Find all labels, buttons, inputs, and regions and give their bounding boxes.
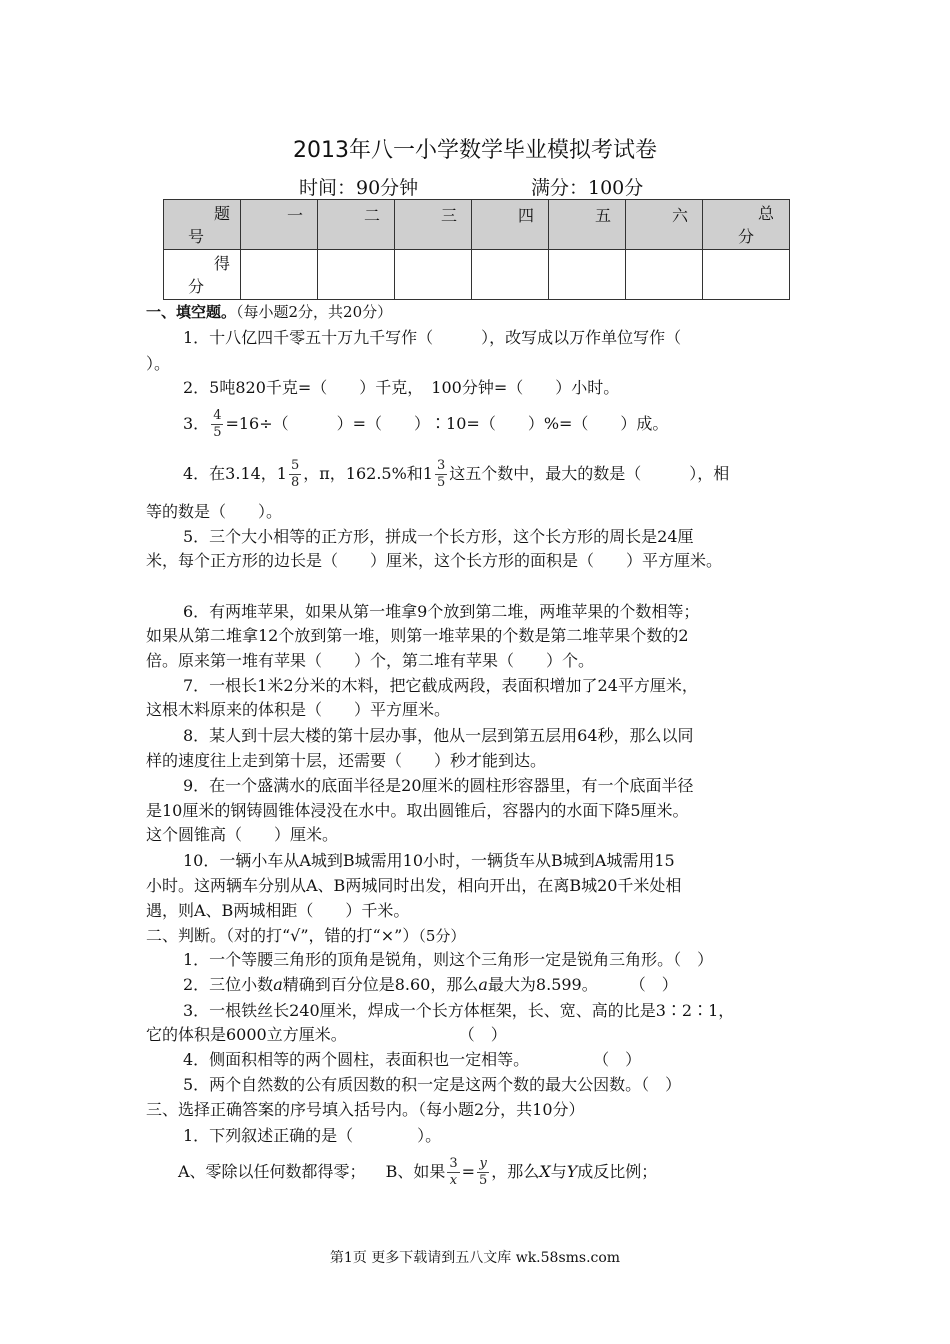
section3-heading: 三、选择正确答案的序号填入括号内。（每小题2分，共10分） <box>146 1100 585 1119</box>
section2-heading: 二、判断。（对的打“√”，错的打“×”）（5分） <box>146 926 466 945</box>
choice-q1: 1．下列叙述正确的是（ ）。 <box>183 1126 442 1145</box>
score-table <box>163 199 790 300</box>
q2: 2．5吨820千克=（ ）千克， 100分钟=（ ）小时。 <box>183 378 620 397</box>
q9-line2: 是10厘米的钢铸圆锥体浸没在水中。取出圆锥后，容器内的水面下降5厘米。 <box>146 801 689 820</box>
score-label: 得 分 <box>164 250 241 300</box>
fraction: $\frac{y}{5}$ <box>479 1156 488 1188</box>
section1-heading: 一、填空题。（每小题2分，共20分） <box>146 303 393 321</box>
col-4: 四 <box>472 200 549 250</box>
judge-q3-line1: 3．一根铁丝长240厘米，焊成一个长方体框架，长、宽、高的比是3∶2∶1， <box>183 1001 735 1020</box>
q4-line2: 等的数是（ ）。 <box>146 502 283 521</box>
q4-line1: 4．在3.14，1 $\frac{5}{8}$ ，π，162.5%和1 $\frac{3}{5}$ 这五个数中，最大的数是（ ），相 <box>183 458 730 490</box>
judge-q3-line2: 它的体积是6000立方厘米。 （ ） <box>146 1025 507 1044</box>
judge-q2: 2．三位小数a精确到百分位是8.60，那么a最大为8.599。 （ ） <box>183 975 678 994</box>
score-table-score-row <box>164 250 790 300</box>
score-cell <box>318 250 395 300</box>
q9-line3: 这个圆锥高（ ）厘米。 <box>146 825 339 844</box>
col-5: 五 <box>549 200 626 250</box>
judge-q5: 5．两个自然数的公有质因数的积一定是这两个数的最大公因数。（ ） <box>183 1075 682 1094</box>
page-title: 2013年八一小学数学毕业模拟考试卷 <box>293 138 657 163</box>
q6-line2: 如果从第二堆拿12个放到第一堆，则第一堆苹果的个数是第二堆苹果个数的2 <box>146 626 689 645</box>
page-footer: 第1页 更多下载请到五八文库 wk.58sms.com <box>329 1250 621 1266</box>
score-cell-total <box>703 250 790 300</box>
exam-full-score: 满分：100分 <box>531 177 644 199</box>
col-2: 二 <box>318 200 395 250</box>
col-3: 三 <box>395 200 472 250</box>
exam-time: 时间：90分钟 <box>299 177 419 199</box>
question-number-label: 题 号 <box>164 200 241 250</box>
score-cell <box>472 250 549 300</box>
q8-line1: 8．某人到十层大楼的第十层办事，他从一层到第五层用64秒，那么以同 <box>183 726 694 745</box>
q6-line1: 6．有两堆苹果，如果从第一堆拿9个放到第二堆，两堆苹果的个数相等； <box>183 602 700 621</box>
score-cell <box>241 250 318 300</box>
score-cell <box>395 250 472 300</box>
judge-q1: 1．一个等腰三角形的顶角是锐角，则这个三角形一定是锐角三角形。（ ） <box>183 950 714 969</box>
col-total: 总 分 <box>703 200 790 250</box>
option-a: A、零除以任何数都得零； <box>178 1162 366 1181</box>
col-6: 六 <box>626 200 703 250</box>
q10-line2: 小时。这两辆车分别从A、B两城同时出发，相向开出，在离B城20千米处相 <box>146 876 682 895</box>
fraction: $\frac{3}{x}$ <box>449 1156 458 1188</box>
q5-line1: 5．三个大小相等的正方形，拼成一个长方形，这个长方形的周长是24厘 <box>183 527 694 546</box>
q7-line2: 这根木料原来的体积是（ ）平方厘米。 <box>146 700 451 719</box>
fraction: $\frac{5}{8}$ <box>291 458 300 490</box>
q10-line1: 10．一辆小车从A城到B城需用10小时，一辆货车从B城到A城需用15 <box>183 851 675 870</box>
q3: 3． $\frac{4}{5}$ =16÷（ ）=（ ）∶10=（ ）%=（ ）成。 <box>183 408 669 440</box>
q1-line2: ）。 <box>146 354 171 373</box>
q5-line2: 米，每个正方形的边长是（ ）厘米，这个长方形的面积是（ ）平方厘米。 <box>146 551 723 570</box>
q1-line1: 1．十八亿四千零五十万九千写作（ ），改写成以万作单位写作（ <box>183 328 682 347</box>
choice-q1-options <box>178 1148 657 1196</box>
q6-line3: 倍。原来第一堆有苹果（ ）个，第二堆有苹果（ ）个。 <box>146 651 595 670</box>
q7-line1: 7．一根长1米2分米的木料，把它截成两段，表面积增加了24平方厘米， <box>183 676 698 695</box>
fraction: $\frac{4}{5}$ <box>213 408 222 440</box>
fraction: $\frac{3}{5}$ <box>437 458 446 490</box>
q10-line3: 遇，则A、B两城相距（ ）千米。 <box>146 901 410 920</box>
q8-line2: 样的速度往上走到第十层，还需要（ ）秒才能到达。 <box>146 751 547 770</box>
judge-q4: 4．侧面积相等的两个圆柱，表面积也一定相等。 （ ） <box>183 1050 642 1069</box>
score-cell <box>549 250 626 300</box>
score-cell <box>626 250 703 300</box>
score-table-header-row <box>164 200 790 250</box>
option-b: B、如果 $\frac{3}{x}$ = $\frac{y}{5}$ ，那么X与Y成反比例； <box>385 1156 658 1188</box>
q9-line1: 9．在一个盛满水的底面半径是20厘米的圆柱形容器里，有一个底面半径 <box>183 776 694 795</box>
col-1: 一 <box>241 200 318 250</box>
